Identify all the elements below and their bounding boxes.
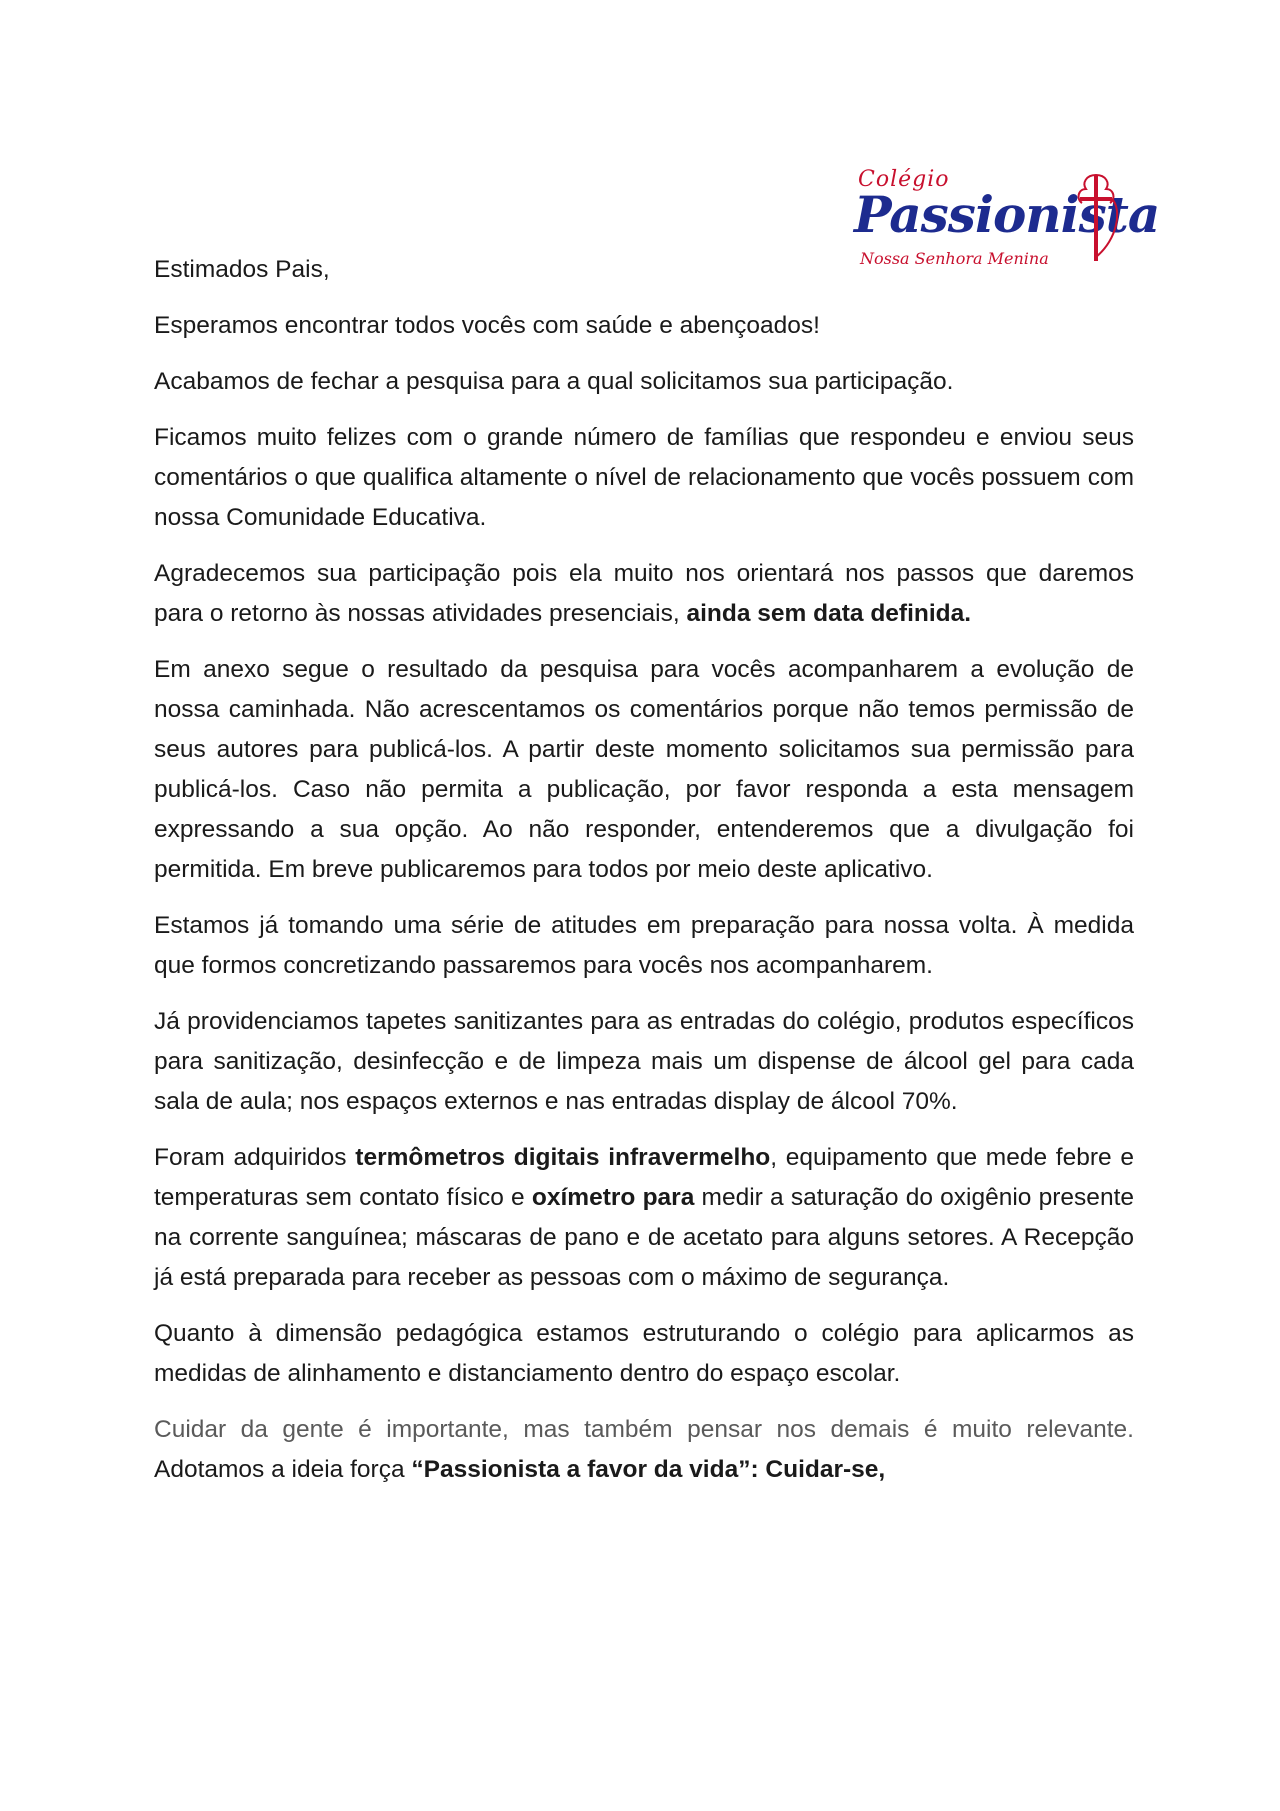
paragraph-5: Em anexo segue o resultado da pesquisa para vocês acompanharem a evolução de nossa caminhada. Não acrescentamos os comentários porque não temos permissão de seus autores para publicá-los. A partir deste momento solicitamos sua permissão para publicá-los. Caso não permita a publicação, por favor responda a esta mensagem expressando a sua opção. Ao não responder, entenderemos que a divulgação foi permitida. Em breve publicaremos para todos por meio deste aplicativo. (154, 656, 1134, 883)
paragraph-8 (154, 1138, 1134, 1298)
logo-small-text: Colégio (858, 167, 950, 192)
paragraph-8-text-b: , equipamento que mede febre e temperaturas sem contato físico e (154, 1144, 1134, 1211)
letter-body (154, 250, 1134, 1506)
paragraph-4-text: Agradecemos sua participação pois ela muito nos orientará nos passos que daremos para o retorno às nossas atividades presenciais, (154, 560, 1134, 627)
greeting: Estimados Pais, (154, 256, 330, 283)
paragraph-8-text-a: Foram adquiridos (154, 1144, 356, 1171)
paragraph-8-bold-b: oxímetro para (531, 1184, 695, 1211)
paragraph-10-bold: “Passionista a favor da vida”: Cuidar-se, (411, 1456, 886, 1483)
paragraph-1: Esperamos encontrar todos vocês com saúde e abençoados! (154, 312, 820, 339)
paragraph-2: Acabamos de fechar a pesquisa para a qual solicitamos sua participação. (154, 368, 954, 395)
paragraph-10 (154, 1410, 1134, 1490)
paragraph-8-text-c: medir a saturação do oxigênio presente na corrente sanguínea; máscaras de pano e de acetato para alguns setores. A Recepção já está preparada para receber as pessoas com o máximo de segurança. (154, 1184, 1134, 1291)
paragraph-8-bold-a: termômetros digitais infravermelho (355, 1144, 771, 1171)
paragraph-6: Estamos já tomando uma série de atitudes em preparação para nossa volta. À medida que formos concretizando passaremos para vocês nos acompanharem. (154, 912, 1134, 979)
paragraph-10-text: Adotamos a ideia força (154, 1456, 412, 1483)
paragraph-10-gray-text: Cuidar da gente é importante, mas também pensar nos demais é muito relevante. (154, 1416, 1134, 1443)
paragraph-3: Ficamos muito felizes com o grande número de famílias que respondeu e enviou seus comentários o que qualifica altamente o nível de relacionamento que vocês possuem com nossa Comunidade Educativa. (154, 424, 1134, 531)
paragraph-4-bold: ainda sem data definida. (686, 600, 972, 627)
paragraph-7: Já providenciamos tapetes sanitizantes para as entradas do colégio, produtos específicos para sanitização, desinfecção e de limpeza mais um dispense de álcool gel para cada sala de aula; nos espaços externos e nas entradas display de álcool 70%. (154, 1008, 1134, 1115)
logo-main-text: Passionista (854, 185, 1160, 244)
logo-sub-text: Nossa Senhora Menina (860, 249, 1049, 268)
paragraph-4 (154, 554, 1134, 634)
paragraph-9: Quanto à dimensão pedagógica estamos estruturando o colégio para aplicarmos as medidas de alinhamento e distanciamento dentro do espaço escolar. (154, 1320, 1134, 1387)
